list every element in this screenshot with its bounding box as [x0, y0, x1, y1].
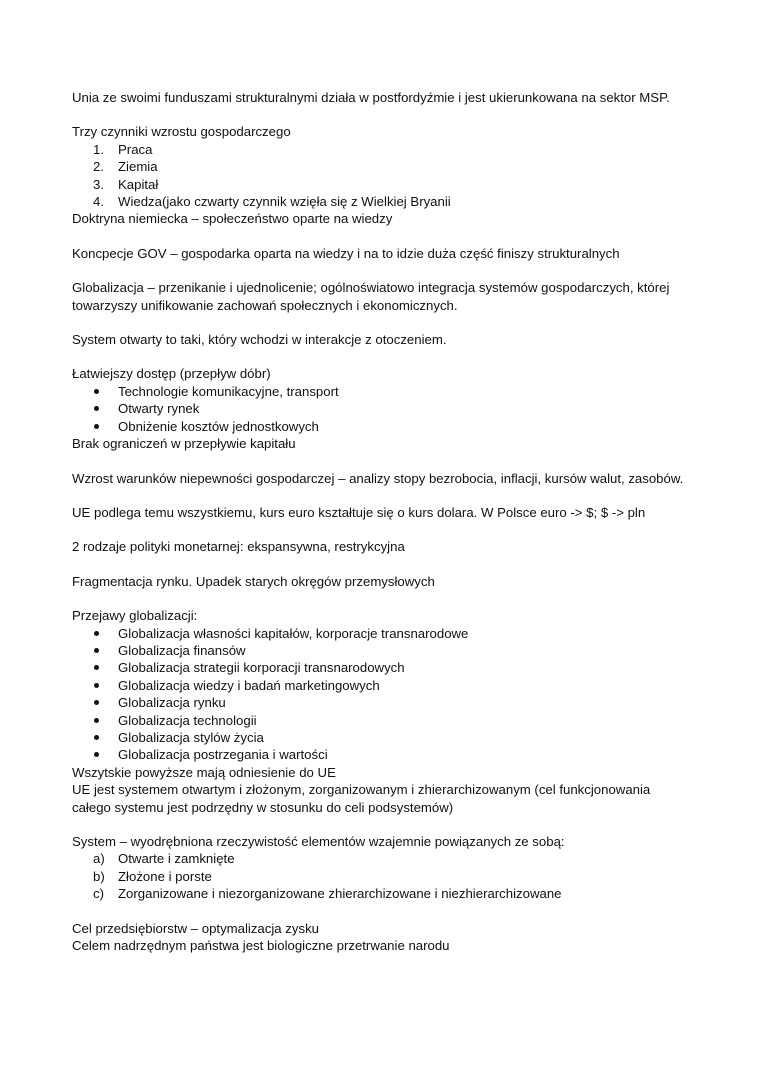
paragraph-globalization-definition: Globalizacja – przenikanie i ujednolicenie; ogólnoświatowo integracja systemów gospodarczych, której towarzyszy unifikowanie zachowań społecznych i ekonomicznych.	[72, 280, 670, 313]
paragraph-german-doctrine: Doktryna niemiecka – społeczeństwo oparte na wiedzy	[72, 211, 393, 227]
list-number: 3.	[93, 176, 104, 192]
list-item-text: Praca	[118, 141, 153, 157]
bullet-icon	[94, 683, 99, 688]
list-item	[72, 850, 692, 867]
list-item-text: Ziemia	[118, 159, 158, 175]
list-item	[72, 141, 692, 158]
paragraph-globalization-heading: Przejawy globalizacji:	[72, 608, 198, 624]
list-item-text: Globalizacja stylów życia	[118, 729, 264, 745]
list-item	[72, 193, 692, 210]
paragraph-growth-factors-heading: Trzy czynniki wzrostu gospodarczego	[72, 124, 291, 140]
list-number: 1.	[93, 141, 104, 157]
bullet-icon	[94, 648, 99, 653]
list-letter: a)	[93, 851, 105, 867]
list-letter: c)	[93, 886, 104, 902]
list-item	[72, 400, 692, 417]
list-item	[72, 677, 692, 694]
numbered-list-growth-factors	[72, 141, 692, 211]
paragraph-enterprise-goal: Cel przedsiębiorstw – optymalizacja zysku	[72, 920, 319, 936]
paragraph-capital-flow: Brak ograniczeń w przepływie kapitału	[72, 436, 296, 452]
list-number: 4.	[93, 194, 104, 210]
list-item-text: Globalizacja własności kapitałów, korporacje transnarodowe	[118, 625, 469, 641]
list-item-text: Globalizacja strategii korporacji transnarodowych	[118, 660, 405, 676]
list-item-text: Technologie komunikacyjne, transport	[118, 383, 339, 399]
paragraph-easier-access: Łatwiejszy dostęp (przepływ dóbr)	[72, 366, 271, 382]
bullet-icon	[94, 631, 99, 636]
list-number: 2.	[93, 159, 104, 175]
list-item	[72, 868, 692, 885]
document-body	[72, 89, 692, 954]
list-letter: b)	[93, 868, 105, 884]
list-item	[72, 418, 692, 435]
list-item-text: Globalizacja technologii	[118, 712, 257, 728]
bullet-icon	[94, 700, 99, 705]
list-item-text: Globalizacja finansów	[118, 642, 246, 658]
list-item	[72, 383, 692, 400]
bullet-icon	[94, 424, 99, 429]
paragraph-market-fragmentation: Fragmentacja rynku. Upadek starych okręgów przemysłowych	[72, 573, 435, 589]
list-item-text: Zorganizowane i niezorganizowane zhierarchizowane i niezhierarchizowane	[118, 886, 562, 902]
list-item	[72, 729, 692, 746]
list-item-text: Obniżenie kosztów jednostkowych	[118, 418, 319, 434]
list-item	[72, 625, 692, 642]
bullet-icon	[94, 752, 99, 757]
bullet-list-access	[72, 383, 692, 435]
list-item	[72, 885, 692, 902]
paragraph-eu-funds: Unia ze swoimi funduszami strukturalnymi działa w postfordyźmie i jest ukierunkowana na sektor MSP.	[72, 90, 670, 105]
list-item-text: Kapitał	[118, 176, 159, 192]
list-item	[72, 642, 692, 659]
bullet-icon	[94, 406, 99, 411]
paragraph-monetary-policy: 2 rodzaje polityki monetarnej: ekspansywna, restrykcyjna	[72, 539, 405, 555]
paragraph-economic-uncertainty: Wzrost warunków niepewności gospodarczej – analizy stopy bezrobocia, inflacji, kursów walut, zasobów.	[72, 470, 684, 486]
paragraph-relates-to-eu: Wszytskie powyższe mają odniesienie do UE	[72, 764, 336, 780]
bullet-icon	[94, 389, 99, 394]
bullet-list-globalization	[72, 625, 692, 764]
lettered-list-system-types	[72, 850, 692, 902]
list-item	[72, 746, 692, 763]
list-item	[72, 712, 692, 729]
list-item	[72, 659, 692, 676]
list-item	[72, 694, 692, 711]
paragraph-system-definition: System – wyodrębniona rzeczywistość elementów wzajemnie powiązanych ze sobą:	[72, 834, 565, 849]
list-item-text: Złożone i porste	[118, 868, 212, 884]
paragraph-eu-system: UE jest systemem otwartym i złożonym, zorganizowanym i zhierarchizowanym (cel funkcjonowania całego systemu jest podrzędny w stosunku do celi podsystemów)	[72, 782, 651, 815]
list-item-text: Wiedza(jako czwarty czynnik wzięła się z Wielkiej Bryanii	[118, 194, 451, 210]
list-item-text: Globalizacja rynku	[118, 695, 226, 711]
bullet-icon	[94, 665, 99, 670]
list-item-text: Globalizacja wiedzy i badań marketingowych	[118, 677, 380, 693]
bullet-icon	[94, 735, 99, 740]
paragraph-gov-concepts: Koncpecje GOV – gospodarka oparta na wiedzy i na to idzie duża część finiszy strukturalnych	[72, 245, 620, 261]
bullet-icon	[94, 718, 99, 723]
paragraph-state-goal: Celem nadrzędnym państwa jest biologiczne przetrwanie narodu	[72, 938, 450, 954]
paragraph-open-system: System otwarty to taki, który wchodzi w interakcje z otoczeniem.	[72, 332, 447, 348]
list-item-text: Otwarte i zamknięte	[118, 851, 235, 867]
list-item-text: Globalizacja postrzegania i wartości	[118, 747, 328, 763]
paragraph-euro-exchange: UE podlega temu wszystkiemu, kurs euro kształtuje się o kurs dolara. W Polsce euro -> $; $ -> pln	[72, 504, 646, 520]
list-item-text: Otwarty rynek	[118, 401, 200, 417]
list-item	[72, 176, 692, 193]
list-item	[72, 158, 692, 175]
